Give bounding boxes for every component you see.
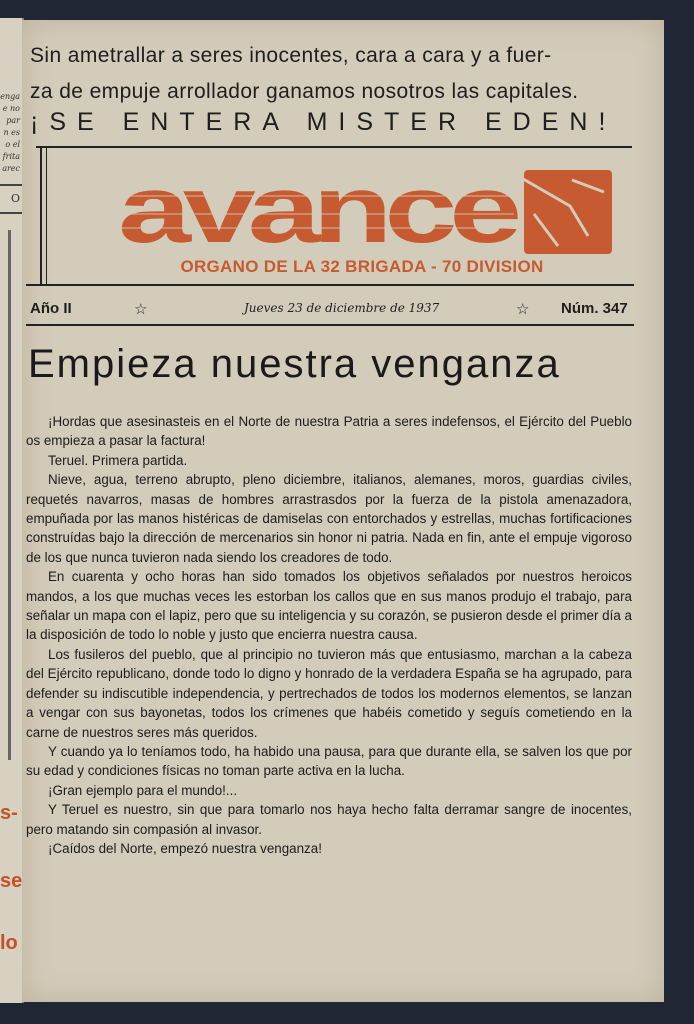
issue-number: Núm. 347 — [561, 300, 628, 317]
newspaper-page — [22, 20, 664, 1002]
slogan-line-1: Sin ametrallar a seres inocentes, cara a cara y a fuer- — [30, 44, 552, 67]
adjacent-red-fragment: se — [0, 870, 23, 892]
issue-year: Año II — [30, 300, 72, 317]
logo-soldier-emblem — [524, 170, 612, 254]
article-paragraph: Y cuando ya lo teníamos todo, ha habido una pausa, para que durante ella, se salven los que por su edad y condiciones físicas no toman parte activa en la lucha. — [26, 743, 632, 779]
adjacent-text-fragment: par — [6, 116, 20, 125]
logo-wordmark: avance — [118, 166, 519, 258]
adjacent-text-fragment: o el — [5, 140, 20, 149]
adjacent-red-fragment: s- — [0, 802, 18, 824]
info-bottom-rule — [26, 324, 634, 326]
adjacent-text-fragment: enga — [0, 92, 20, 101]
adjacent-column-bar — [8, 230, 11, 760]
masthead-left-rule-inner — [46, 146, 47, 284]
adjacent-text-fragment: arec — [2, 164, 20, 173]
article-paragraph: Nieve, agua, terreno abrupto, pleno diciembre, italianos, alemanes, moros, guardias civiles, requetés navarros, masas de hombres arrastrasdos por la fuerza de la pistola amenazadora, empuñada por las manos histéricas de damiselas con entorchados y estrellas, muchas fortificaciones construídas bajo la dirección de mercenarios sin honor ni patria. Nada en fin, ante el empuje vigoroso de los que nunca tuvieron nada siendo los creadores de todo. — [26, 472, 632, 565]
adjacent-text-fragment: frita — [2, 152, 20, 161]
article-paragraph: Y Teruel es nuestro, sin que para tomarlo nos haya hecho falta derramar sangre de inocentes, pero matando sin compasión al invasor. — [26, 802, 632, 837]
avance-logo — [118, 166, 612, 258]
article-headline: Empieza nuestra venganza — [28, 342, 561, 386]
article-paragraph: ¡Gran ejemplo para el mundo!... — [48, 782, 238, 798]
star-ornament-left: ☆ — [134, 300, 148, 318]
slogan-line-2: za de empuje arrollador ganamos nosotros las capitales. — [30, 80, 579, 103]
adjacent-page-strip — [0, 18, 24, 1003]
adjacent-red-fragment: lo — [0, 932, 18, 954]
masthead-top-rule — [36, 146, 632, 148]
masthead-bottom-rule — [26, 284, 634, 286]
adjacent-text-fragment: n es — [3, 128, 20, 137]
article-paragraph: Los fusileros del pueblo, que al principio no tuvieron más que entusiasmo, marchan a la cabeza del Ejército republicano, donde todo lo digno y honrado de la verdadera España se ha agrupado, para defender su indiscutible independencia, y pertrechados de todos los modernos elementos, se lanzan a vengar con sus bayonetas, todos los crímenes que habéis cometido y seguís cometiendo en la carne de nuestros seres más queridos. — [26, 646, 632, 740]
masthead-subtitle: ORGANO DE LA 32 BRIGADA - 70 DIVISION — [180, 257, 544, 276]
article-paragraph: Teruel. Primera partida. — [48, 452, 188, 468]
adjacent-rule — [0, 184, 22, 186]
masthead-left-rule — [40, 146, 42, 284]
issue-info-bar — [28, 298, 636, 322]
star-ornament-right: ☆ — [516, 300, 530, 318]
article-paragraph: En cuarenta y ocho horas han sido tomados los objetivos señalados por nuestros heroicos mandos, a los que muchas veces les estorban los callos que en sus manos produjo el trabajo, para señalar un mapa con el lapiz, pero que su inteligencia y su corazón, se pusieron desde el primer día a la disposición de todo lo noble y justo que encierra nuestra causa. — [26, 569, 632, 643]
adjacent-text-fragment: e no — [2, 104, 20, 113]
adjacent-text-fragment: O — [10, 192, 20, 205]
issue-date: Jueves 23 de diciembre de 1937 — [244, 301, 440, 315]
article-paragraph: ¡Caídos del Norte, empezó nuestra venganza! — [48, 840, 322, 856]
slogan-shout: ¡SE ENTERA MISTER EDEN! — [30, 108, 617, 136]
article-body — [26, 412, 632, 858]
adjacent-rule — [0, 212, 22, 214]
article-paragraph: ¡Hordas que asesinasteis en el Norte de nuestra Patria a seres indefensos, el Ejército del Pueblo os empieza a pasar la factura! — [26, 414, 632, 449]
